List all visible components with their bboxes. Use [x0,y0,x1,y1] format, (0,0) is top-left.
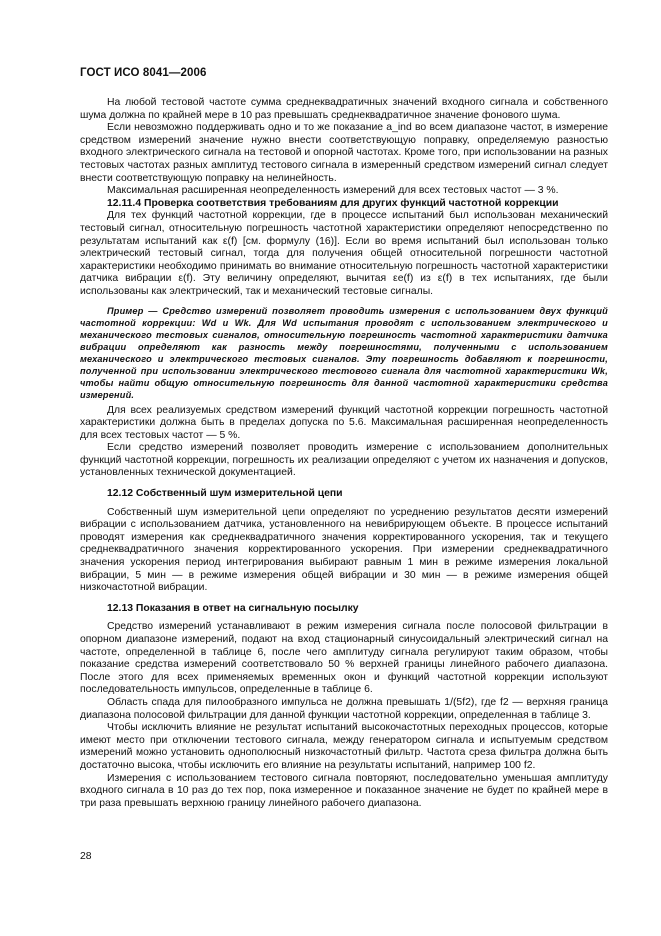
paragraph: На любой тестовой частоте сумма среднеквадратичных значений входного сигнала и собственного шума должна по крайней мере в 10 раз превышать среднеквадратичное значение фонового шума. [80,97,608,121]
document-header: ГОСТ ИСО 8041—2006 [80,67,207,79]
paragraph: Для всех реализуемых средством измерений функций частотной коррекции погрешность частотной характеристики должна быть в пределах допуска по 5.6. Максимальная расширенная неопределенность для всех тестовых частот — 5 %. [80,404,608,441]
document-body [80,97,608,810]
paragraph: Если невозможно поддерживать одно и то же показание a_ind во всем диапазоне частот, в измерение средством измерений значение нужно внести соответствующую поправку, определяемую разностью входного электрического сигнала на тестовой и опорной частотах. Кроме того, при использовании на разных тестовых частотах разных амплитуд тестового сигнала в измеренный средством измерений сигнал следует внести соответствующую поправку на нелинейность. [80,122,608,184]
paragraph: Максимальная расширенная неопределенность измерений для всех тестовых частот — 3 %. [107,185,559,197]
section-heading-12-11-4: 12.11.4 Проверка соответствия требованиям для других функций частотной коррекции [107,197,559,209]
paragraph: Если средство измерений позволяет проводить измерение с использованием дополнительных функций частотной коррекции, погрешность их реализации определяют с учетом их назначения и допусков, установленных технической документацией. [80,442,608,479]
paragraph: Средство измерений устанавливают в режим измерения сигнала после полосовой фильтрации в опорном диапазоне измерений, подают на вход стационарный синусоидальный электрический сигнал на частоте, определенной в таблице 6, после чего амплитуду сигнала регулируют таким образом, чтобы показание средства измерений соответствовало 50 % верхней границы линейного рабочего диапазона. После этого для всех применяемых временных окон и функций частотной коррекции используют последовательность импульсов, определенные в таблице 6. [80,621,608,696]
paragraph: Собственный шум измерительной цепи определяют по усреднению результатов десяти измерений вибрации с использованием датчика, установленного на невибрирующем объекте. В процессе испытаний проводят измерения как среднеквадратичного значения корректированного ускорения, так и текущего среднеквадратичного значения корректированного ускорения. При измерении среднеквадратичного значения ускорения период интегрирования выбирают равным 1 мин в режиме измерения локальной вибрации, 5 мин — в режиме измерения общей вибрации и 30 мин — в режиме измерения общей низкочастотной вибрации. [80,506,608,594]
paragraph: Для тех функций частотной коррекции, где в процессе испытаний был использован механический тестовый сигнал, относительную погрешность частотной характеристики определяют непосредственно по результатам испытаний как ε(f) [см. формулу (16)]. Если во время испытаний был использован только электрический тестовый сигнал, тогда для получения общей относительной погрешности частотной характеристики необходимо принимать во внимание относительную погрешность частотной характеристики датчика вибрации ε(f). Эту величину определяют, вычитая εe(f) из ε(f) в тех испытаниях, где были использованы как электрический, так и механический тестовые сигналы. [80,210,608,297]
page-number: 28 [80,851,92,862]
section-heading-12-12: 12.12 Собственный шум измерительной цепи [107,488,343,500]
paragraph: Чтобы исключить влияние не результат испытаний высокочастотных переходных процессов, которые имеют место при отключении тестового сигнала, между генератором сигнала и испытуемым средством измерений можно установить однополюсный низкочастотный фильтр. Частота среза фильтра должна быть достаточно высока, чтобы исключить его влияние на результаты испытаний, например 100 f2. [80,722,608,771]
paragraph: Измерения с использованием тестового сигнала повторяют, последовательно уменьшая амплитуду входного сигнала в 10 раз до тех пор, пока измеренное и показанное значение не будет по крайней мере в три раза превышать верхнюю границу линейного рабочего диапазона. [80,772,608,809]
section-heading-12-13: 12.13 Показания в ответ на сигнальную посылку [107,602,359,614]
paragraph: Область спада для пилообразного импульса не должна превышать 1/(5f2), где f2 — верхняя граница диапазона полосовой фильтрации для данной функции частотной коррекции, определенная в таблице 3. [80,696,608,721]
example-note: Пример — Средство измерений позволяет проводить измерения с использованием двух функций частотной коррекции: Wd и Wk. Для Wd испытания проводят с использованием электрического и механического тестовых сигналов, относительную погрешность частотной характеристики датчика вибрации определяют как разность между погрешностями, полученными с использованием механического и электрического тестовых сигналов. Эту погрешность добавляют к погрешности, полученной при использовании электрического тестового сигнала для частотной характеристики Wk, чтобы найти общую относительную погрешность для данной частотной характеристики средства измерений. [80,305,608,400]
